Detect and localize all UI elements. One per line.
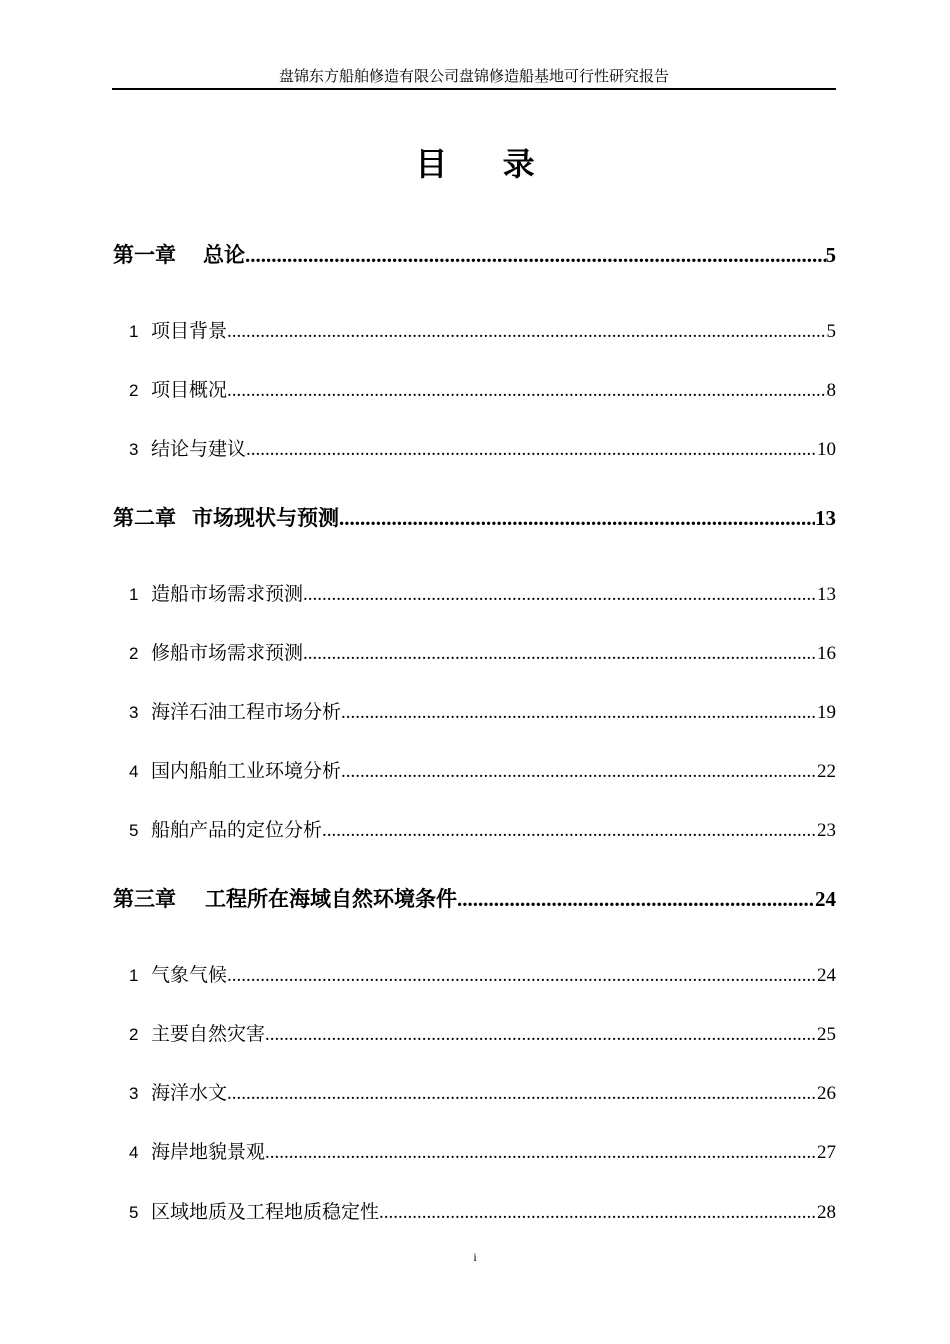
- toc-section-label: 1 气象气候: [129, 964, 228, 986]
- toc-page-number: 5: [826, 321, 836, 342]
- toc-section-label: 2 项目概况: [129, 379, 228, 401]
- toc-section-2-5[interactable]: [113, 816, 836, 844]
- toc-section-1-3[interactable]: [113, 435, 836, 463]
- toc-page-number: 27: [817, 1142, 836, 1163]
- toc-chapter-3[interactable]: [113, 884, 836, 914]
- toc-page-number: 5: [825, 243, 836, 267]
- toc-page-number: 24: [815, 887, 836, 911]
- toc-chapter-label: 第一章 总论: [113, 242, 245, 267]
- toc-section-label: 3 海洋水文: [129, 1082, 228, 1104]
- toc-section-label: 5 区域地质及工程地质稳定性: [129, 1201, 380, 1223]
- toc-section-2-4[interactable]: [113, 757, 836, 785]
- toc-dot-leader: [265, 1139, 817, 1167]
- toc-section-3-3[interactable]: [113, 1079, 836, 1107]
- toc-dot-leader: [245, 240, 826, 270]
- toc-chapter-label: 第三章 工程所在海域自然环境条件: [113, 886, 457, 911]
- toc-page-number: 16: [817, 643, 836, 664]
- toc-page-number: 13: [817, 584, 836, 605]
- toc-section-3-2[interactable]: [113, 1020, 836, 1048]
- toc-dot-leader: [227, 1080, 817, 1108]
- toc-page-number: 24: [817, 965, 836, 986]
- toc-dot-leader: [457, 884, 815, 914]
- toc-section-1-2[interactable]: [113, 376, 836, 404]
- toc-section-3-5[interactable]: [113, 1198, 836, 1226]
- toc-dot-leader: [322, 817, 817, 845]
- toc-dot-leader: [303, 640, 817, 668]
- toc-page-number: 10: [817, 439, 836, 460]
- toc-dot-leader: [341, 758, 817, 786]
- page-number-footer: i: [473, 1250, 477, 1264]
- toc-page-number: 28: [817, 1202, 836, 1223]
- toc-dot-leader: [303, 581, 817, 609]
- toc-page-number: 25: [817, 1024, 836, 1045]
- toc-page-number: 19: [817, 702, 836, 723]
- running-header: 盘锦东方船舶修造有限公司盘锦修造船基地可行性研究报告: [278, 67, 669, 85]
- toc-page-number: 23: [817, 820, 836, 841]
- toc-section-label: 4 国内船舶工业环境分析: [129, 760, 342, 782]
- toc-dot-leader: [341, 699, 817, 727]
- toc-section-label: 5 船舶产品的定位分析: [129, 819, 323, 841]
- toc-section-label: 4 海岸地貌景观: [129, 1141, 266, 1163]
- toc-section-2-2[interactable]: [113, 639, 836, 667]
- header-rule: [112, 88, 836, 90]
- toc-section-2-1[interactable]: [113, 580, 836, 608]
- toc-dot-leader: [265, 1021, 817, 1049]
- toc-section-label: 2 主要自然灾害: [129, 1023, 266, 1045]
- toc-section-2-3[interactable]: [113, 698, 836, 726]
- toc-page-number: 26: [817, 1083, 836, 1104]
- toc-chapter-2[interactable]: [113, 503, 836, 533]
- toc-page-number: 22: [817, 761, 836, 782]
- toc-dot-leader: [227, 962, 817, 990]
- toc-section-label: 3 海洋石油工程市场分析: [129, 701, 342, 723]
- toc-dot-leader: [227, 377, 826, 405]
- toc-chapter-1[interactable]: [113, 240, 836, 270]
- toc-section-3-4[interactable]: [113, 1138, 836, 1166]
- toc-page-number: 13: [815, 506, 836, 530]
- toc-section-3-1[interactable]: [113, 961, 836, 989]
- toc-section-label: 1 造船市场需求预测: [129, 583, 304, 605]
- toc-chapter-label: 第二章 市场现状与预测: [113, 505, 339, 530]
- toc-dot-leader: [246, 436, 817, 464]
- toc-dot-leader: [339, 503, 815, 533]
- toc-page-number: 8: [826, 380, 836, 401]
- toc-section-label: 2 修船市场需求预测: [129, 642, 304, 664]
- toc-dot-leader: [379, 1199, 817, 1227]
- toc-dot-leader: [227, 318, 826, 346]
- toc-title: 目 录: [415, 145, 557, 183]
- toc-section-label: 1 项目背景: [129, 320, 228, 342]
- toc-section-label: 3 结论与建议: [129, 438, 247, 460]
- toc-section-1-1[interactable]: [113, 317, 836, 345]
